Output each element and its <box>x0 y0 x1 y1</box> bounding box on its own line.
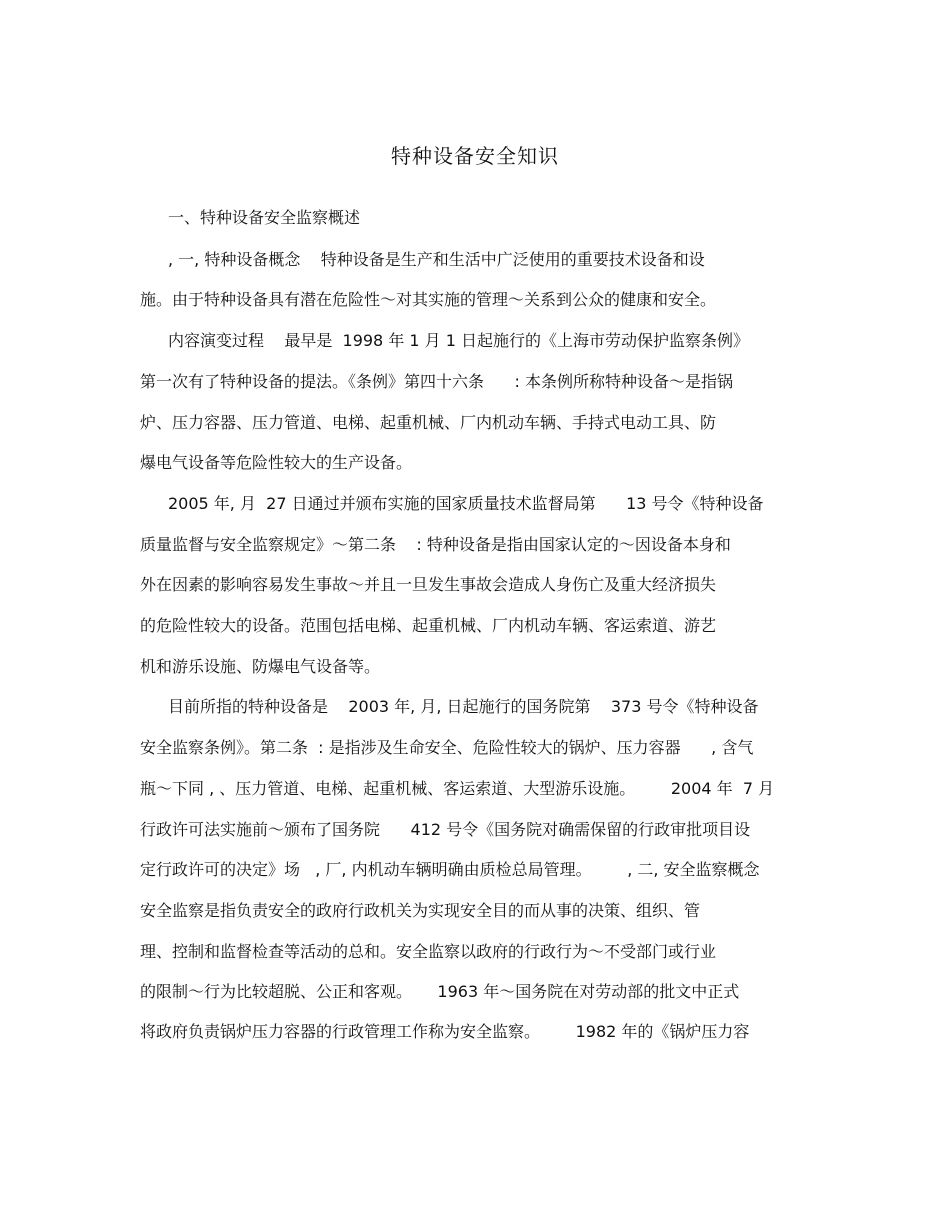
section-heading: 一、特种设备安全监察概述 <box>168 208 361 227</box>
text-line: 质量监督与安全监察规定》～第二条 : 特种设备是指由国家认定的～因设备本身和 <box>140 535 731 554</box>
text-line: 爆电气设备等危险性较大的生产设备。 <box>140 453 413 472</box>
text-line: 行政许可法实施前～颁布了国务院 412 号令《国务院对确需保留的行政审批项目设 <box>140 820 751 839</box>
text-line: , 一, 特种设备概念 特种设备是生产和生活中广泛使用的重要技术设备和设 <box>168 250 705 269</box>
text-line: 安全监察是指负责安全的政府行政机关为实现安全目的而从事的决策、组织、管 <box>140 901 701 920</box>
text-line: 2005 年, 月 27 日通过并颁布实施的国家质量技术监督局第 13 号令《特种设备 <box>168 494 764 513</box>
text-line: 安全监察条例》。第二条 : 是指涉及生命安全、危险性较大的锅炉、压力容器 , 含气 <box>140 738 754 757</box>
text-line: 炉、压力容器、压力管道、电梯、起重机械、厂内机动车辆、手持式电动工具、防 <box>140 413 717 432</box>
text-line: 瓶～下同 , 、压力管道、电梯、起重机械、客运索道、大型游乐设施。 2004 年 7 月 <box>140 779 775 798</box>
text-line: 的危险性较大的设备。范围包括电梯、起重机械、厂内机动车辆、客运索道、游艺 <box>140 616 717 635</box>
text-line: 第一次有了特种设备的提法。《条例》第四十六条 : 本条例所称特种设备～是指锅 <box>140 372 733 391</box>
text-line: 将政府负责锅炉压力容器的行政管理工作称为安全监察。 1982 年的《锅炉压力容 <box>140 1022 750 1041</box>
text-line: 机和游乐设施、防爆电气设备等。 <box>140 657 381 676</box>
text-line: 理、控制和监督检查等活动的总和。安全监察以政府的行政行为～不受部门或行业 <box>140 942 717 961</box>
text-line: 外在因素的影响容易发生事故～并且一旦发生事故会造成人身伤亡及重大经济损失 <box>140 575 717 594</box>
text-line: 目前所指的特种设备是 2003 年, 月, 日起施行的国务院第 373 号令《特种设备 <box>168 697 759 716</box>
document-title: 特种设备安全知识 <box>391 144 559 168</box>
text-line: 施。由于特种设备具有潜在危险性～对其实施的管理～关系到公众的健康和安全。 <box>140 290 717 309</box>
text-line: 定行政许可的决定》场 , 厂, 内机动车辆明确由质检总局管理。 , 二, 安全监察概念 <box>140 860 760 879</box>
text-line: 的限制～行为比较超脱、公正和客观。 1963 年～国务院在对劳动部的批文中正式 <box>140 982 740 1001</box>
text-line: 内容演变过程 最早是 1998 年 1 月 1 日起施行的《上海市劳动保护监察条例》 <box>168 331 750 350</box>
